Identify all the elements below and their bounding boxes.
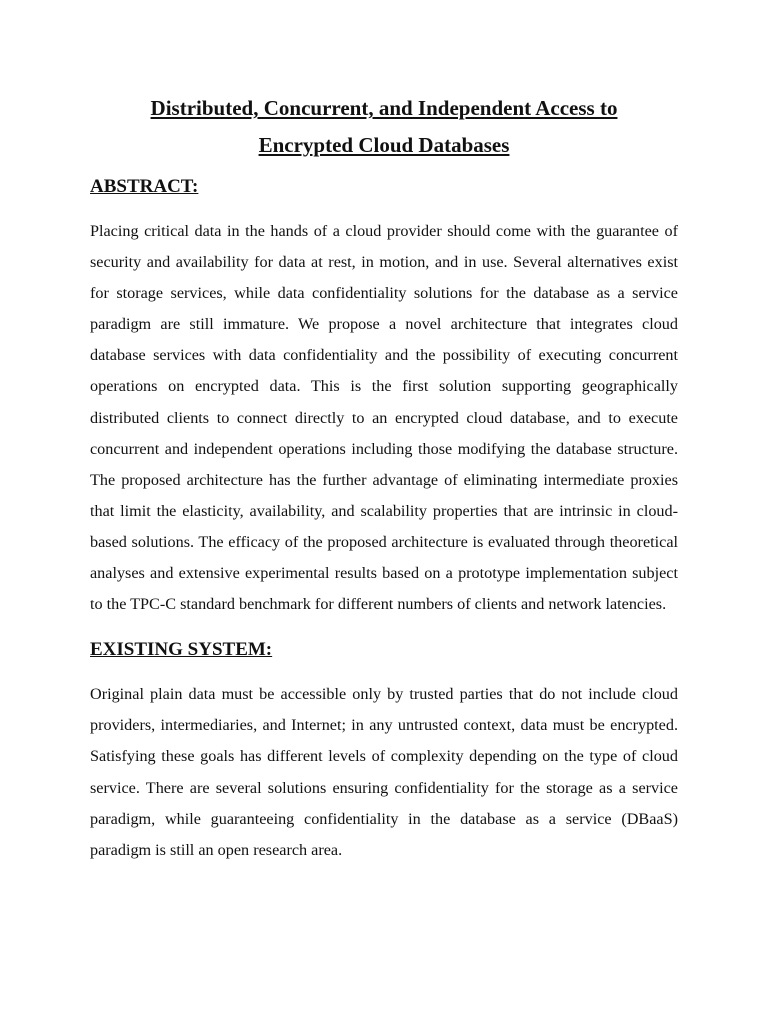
title-line-2: Encrypted Cloud Databases <box>258 133 510 157</box>
abstract-heading: ABSTRACT: <box>90 176 199 197</box>
existing-system-paragraph: Original plain data must be accessible only by trusted parties that do not include cloud providers, intermediaries, and Internet; in any untrusted context, data must be encrypted. Satisfying these goals has different levels of complexity depending on the type of cloud service. There are several solutions ensuring confidentiality for the storage as a service paradigm, while guaranteeing confidentiality in the database as a service (DBaaS) paradigm is still an open research area. <box>90 685 678 859</box>
title-line-1: Distributed, Concurrent, and Independent Access to <box>150 96 618 120</box>
abstract-paragraph: Placing critical data in the hands of a cloud provider should come with the guarantee of security and availability for data at rest, in motion, and in use. Several alternatives exist for storage services, while data confidentiality solutions for the database as a service paradigm are still immature. We propose a novel architecture that integrates cloud database services with data confidentiality and the possibility of executing concurrent operations on encrypted data. This is the first solution supporting geographically distributed clients to connect directly to an encrypted cloud database, and to execute concurrent and independent operations including those modifying the database structure. The proposed architecture has the further advantage of eliminating intermediate proxies that limit the elasticity, availability, and scalability properties that are intrinsic in cloud-based solutions. The efficacy of the proposed architecture is evaluated through theoretical analyses and extensive experimental results based on a prototype implementation subject to the TPC-C standard benchmark for different numbers of clients and network latencies. <box>90 222 678 614</box>
document-page <box>90 90 678 866</box>
document-title <box>90 90 678 164</box>
existing-system-heading: EXISTING SYSTEM: <box>90 639 273 661</box>
